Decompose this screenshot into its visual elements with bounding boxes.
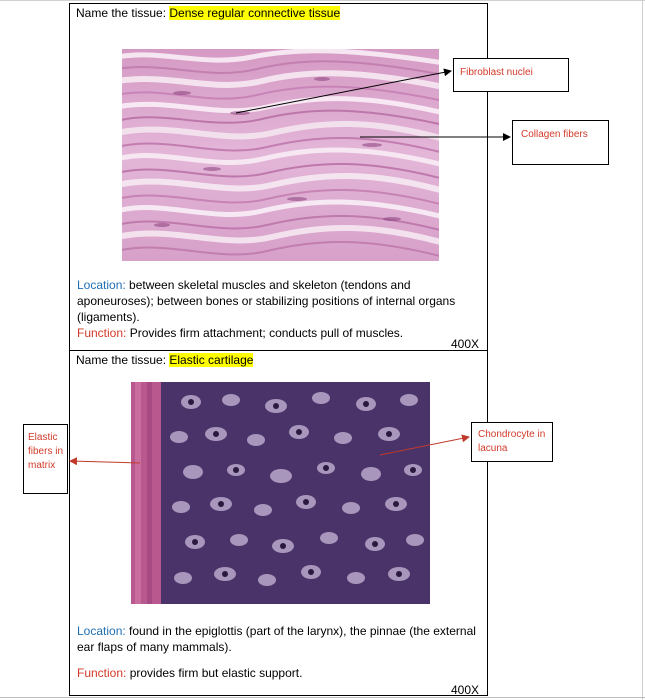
collagen-fiber-pattern bbox=[122, 49, 439, 261]
tissue-name-heading-2 bbox=[76, 353, 253, 368]
tissue-name-prefix-2: Name the tissue: bbox=[76, 353, 170, 367]
tissue-description-1 bbox=[77, 277, 477, 341]
row-divider bbox=[69, 350, 488, 351]
callout-fibroblast-nuclei: Fibroblast nuclei bbox=[453, 58, 569, 92]
function-paragraph-1 bbox=[77, 325, 477, 341]
function-text-1: Provides firm attachment; conducts pull of muscles. bbox=[126, 326, 404, 340]
location-paragraph-2 bbox=[77, 623, 477, 655]
callout-collagen-fibers: Collagen fibers bbox=[512, 120, 609, 165]
cartilage-cell-pattern bbox=[131, 382, 430, 604]
page-right-border bbox=[642, 0, 643, 700]
page-bottom-border bbox=[0, 697, 645, 698]
magnification-label-2: 400X bbox=[451, 683, 480, 697]
magnification-label-1: 400X bbox=[451, 337, 480, 351]
function-text-2: provides firm but elastic support. bbox=[126, 666, 303, 680]
cartilage-micrograph bbox=[131, 382, 430, 604]
location-text-1: between skeletal muscles and skeleton (tendons and aponeuroses); between bones or stabilizing positions of internal organs (ligaments). bbox=[77, 278, 456, 324]
tissue-name-heading-1 bbox=[76, 6, 340, 21]
function-paragraph-2 bbox=[77, 665, 477, 681]
tissue-description-2 bbox=[77, 623, 477, 681]
callout-chondrocyte: Chondrocyte in lacuna bbox=[471, 422, 553, 462]
location-label-2: Location: bbox=[77, 624, 126, 638]
function-label-2: Function: bbox=[77, 666, 127, 680]
collagen-micrograph bbox=[122, 49, 439, 261]
tissue-name-answer-1: Dense regular connective tissue bbox=[169, 6, 341, 20]
tissue-name-answer-2: Elastic cartilage bbox=[169, 353, 254, 367]
location-label-1: Location: bbox=[77, 278, 126, 292]
function-label-1: Function: bbox=[77, 326, 127, 340]
tissue-name-prefix-1: Name the tissue: bbox=[76, 6, 170, 20]
page-top-border bbox=[0, 0, 645, 1]
callout-elastic-fibers: Elastic fibers in matrix bbox=[23, 424, 68, 494]
location-text-2: found in the epiglottis (part of the larynx), the pinnae (the external ear flaps of many mammals). bbox=[77, 624, 476, 654]
location-paragraph-1 bbox=[77, 277, 477, 325]
